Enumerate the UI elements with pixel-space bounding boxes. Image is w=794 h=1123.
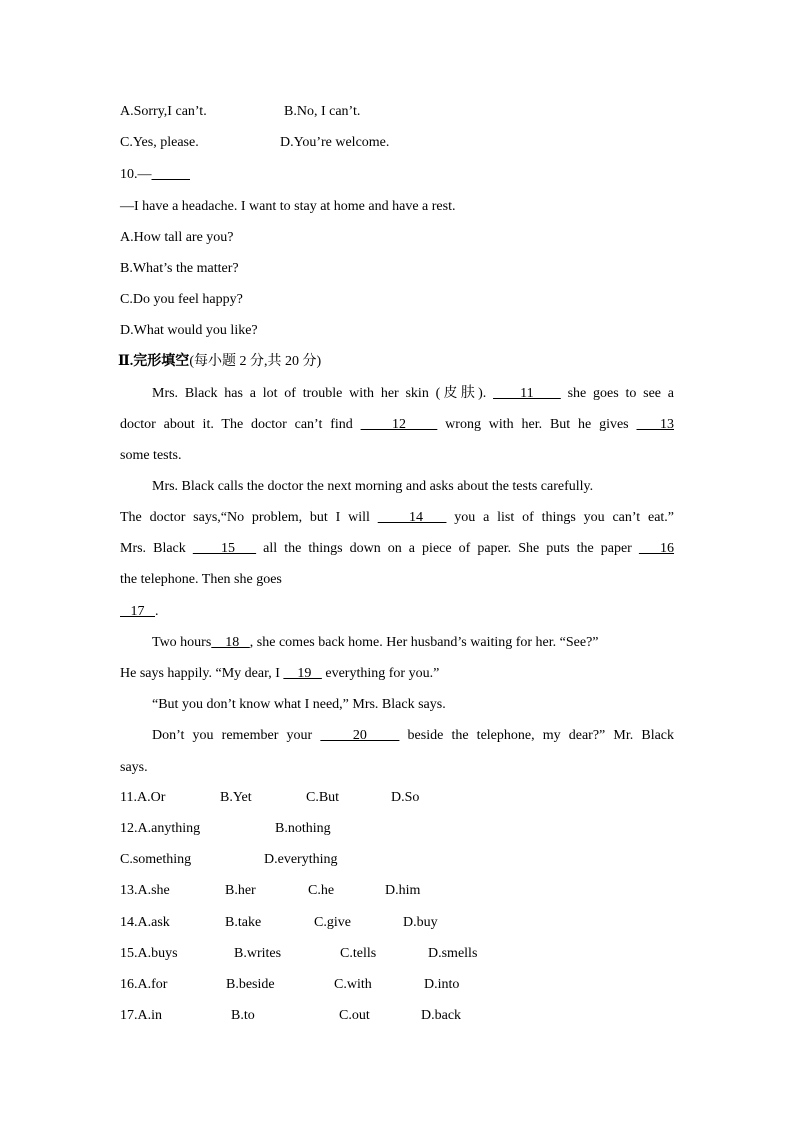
choice-15-b: B.writes <box>234 946 282 961</box>
choice-11-b: B.Yet <box>220 790 252 805</box>
blank-16: 16 <box>638 541 675 556</box>
passage-line: Mrs. Black calls the doctor the next morning and asks about the tests carefully. <box>152 479 594 494</box>
q10-blank <box>152 167 191 182</box>
blank-20: 20 <box>320 728 400 743</box>
passage-line: Two hours 18 , she comes back home. Her husband’s waiting for her. “See?” <box>152 635 599 650</box>
choice-15-a: 15.A.buys <box>120 946 178 961</box>
choice-16-a: 16.A.for <box>120 977 168 992</box>
choice-14-d: D.buy <box>403 915 438 930</box>
passage-line: The doctor says,“No problem, but I will 14 you a list of things you can’t eat.” <box>120 510 675 525</box>
choice-13-a: 13.A.she <box>120 883 170 898</box>
q10-reply: —I have a headache. I want to stay at home and have a rest. <box>120 199 456 214</box>
passage-line: He says happily. “My dear, I 19 everything for you.” <box>120 666 440 681</box>
choice-12-a: 12.A.anything <box>120 821 201 836</box>
blank-19: 19 <box>283 666 322 681</box>
passage-line: Mrs. Black has a lot of trouble with her skin (皮肤). 11 she goes to see a <box>152 386 674 401</box>
passage-line: some tests. <box>120 448 182 463</box>
q10-option-b: B.What’s the matter? <box>120 261 239 276</box>
blank-17: 17 <box>120 604 155 619</box>
passage-line: Mrs. Black 15 all the things down on a piece of paper. She puts the paper 16 <box>120 541 675 556</box>
q9-option-a: A.Sorry,I can’t. <box>120 104 207 119</box>
choice-13-d: D.him <box>385 883 421 898</box>
passage-line: “But you don’t know what I need,” Mrs. Black says. <box>152 697 446 712</box>
choice-11-d: D.So <box>391 790 420 805</box>
choice-12-d: D.everything <box>264 852 338 867</box>
choice-12-b: B.nothing <box>275 821 331 836</box>
choice-12-c: C.something <box>120 852 192 867</box>
choice-15-c: C.tells <box>340 946 377 961</box>
choice-14-c: C.give <box>314 915 351 930</box>
choice-13-b: B.her <box>225 883 256 898</box>
choice-17-c: C.out <box>339 1008 370 1023</box>
blank-13: 13 <box>636 417 675 432</box>
passage-line: 17 . <box>120 604 159 619</box>
choice-16-c: C.with <box>334 977 372 992</box>
passage-line: Don’t you remember your 20 beside the telephone, my dear?” Mr. Black <box>152 728 675 743</box>
blank-18: 18 <box>211 635 250 650</box>
choice-14-b: B.take <box>225 915 262 930</box>
section-heading: Ⅱ.完形填空(每小题 2 分,共 20 分) <box>118 354 322 369</box>
q9-option-c: C.Yes, please. <box>120 135 199 150</box>
choice-16-d: D.into <box>424 977 460 992</box>
blank-14: 14 <box>377 510 447 525</box>
q10-stem: 10.— <box>120 166 190 184</box>
passage-line: the telephone. Then she goes <box>120 572 282 587</box>
choice-11-a: 11.A.Or <box>120 790 166 805</box>
blank-12: 12 <box>360 417 438 432</box>
q10-option-a: A.How tall are you? <box>120 230 234 245</box>
passage-line: doctor about it. The doctor can’t find 12 wrong with her. But he gives 13 <box>120 417 675 432</box>
q9-option-b: B.No, I can’t. <box>284 104 361 119</box>
choice-17-d: D.back <box>421 1008 462 1023</box>
choice-14-a: 14.A.ask <box>120 915 170 930</box>
blank-11: 11 <box>493 386 561 401</box>
choice-17-a: 17.A.in <box>120 1008 162 1023</box>
q9-option-d: D.You’re welcome. <box>280 135 390 150</box>
passage-line: says. <box>120 760 148 775</box>
choice-15-d: D.smells <box>428 946 478 961</box>
choice-13-c: C.he <box>308 883 335 898</box>
q10-option-d: D.What would you like? <box>120 323 258 338</box>
blank-15: 15 <box>192 541 257 556</box>
choice-11-c: C.But <box>306 790 340 805</box>
q10-option-c: C.Do you feel happy? <box>120 292 243 307</box>
choice-17-b: B.to <box>231 1008 255 1023</box>
choice-16-b: B.beside <box>226 977 275 992</box>
